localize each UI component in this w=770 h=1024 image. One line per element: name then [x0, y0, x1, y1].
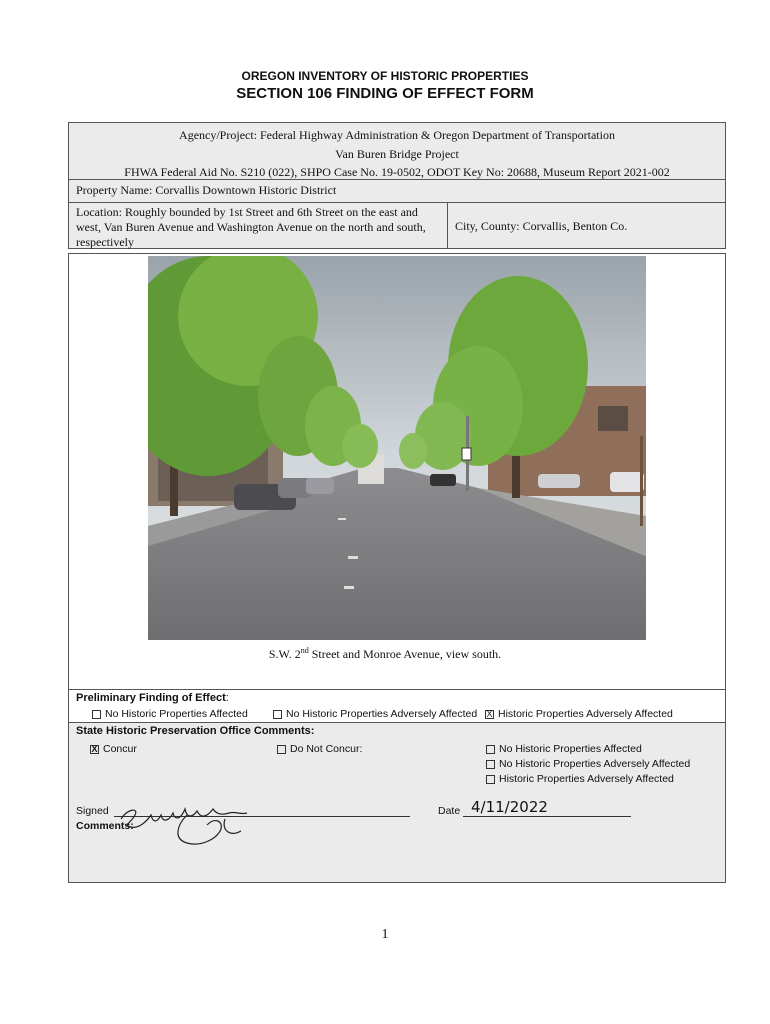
- checkbox-checked[interactable]: X: [91, 743, 98, 754]
- checkbox[interactable]: [92, 710, 101, 719]
- comments-label: Comments:: [76, 820, 134, 832]
- shpo-option-no-affected[interactable]: No Historic Properties Affected: [486, 743, 642, 755]
- agency-line: Agency/Project: Federal Highway Administration & Oregon Department of Transportation: [179, 128, 615, 142]
- checkbox[interactable]: [486, 745, 495, 754]
- project-line: Van Buren Bridge Project: [335, 146, 459, 161]
- prelim-option-no-affected[interactable]: No Historic Properties Affected: [92, 708, 248, 720]
- prelim-option-adversely[interactable]: X Historic Properties Adversely Affected: [486, 708, 673, 720]
- shpo-do-not-concur[interactable]: Do Not Concur:: [277, 743, 362, 755]
- signature-image: [117, 795, 257, 849]
- photo-caption: S.W. 2nd Street and Monroe Avenue, view south.: [268, 646, 502, 661]
- prelim-option-no-adversely[interactable]: No Historic Properties Adversely Affected: [273, 708, 477, 720]
- preliminary-finding-title: Preliminary Finding of Effect:: [76, 692, 229, 704]
- form-supertitle: OREGON INVENTORY OF HISTORIC PROPERTIES: [241, 69, 529, 83]
- form-title: SECTION 106 FINDING OF EFFECT FORM: [236, 85, 534, 102]
- page-number: 1: [381, 927, 389, 942]
- shpo-concur[interactable]: X Concur: [91, 743, 137, 755]
- checkbox[interactable]: [486, 760, 495, 769]
- agency-project-block: [68, 122, 726, 180]
- shpo-comments-section: [68, 722, 726, 883]
- preliminary-finding-section: [68, 689, 726, 723]
- street-photo: [148, 256, 646, 640]
- checkbox[interactable]: [486, 775, 495, 784]
- checkbox[interactable]: [277, 745, 286, 754]
- date-label: Date: [438, 805, 461, 817]
- date-value: 4/11/2022: [471, 798, 548, 816]
- location: Location: Roughly bounded by 1st Street and 6th Street on the east and west, Van Buren Avenue and Washington Avenue on the north and south, respectively: [68, 202, 448, 249]
- case-numbers-line: FHWA Federal Aid No. S210 (022), SHPO Case No. 19-0502, ODOT Key No: 20688, Museum Report 2021-002: [124, 165, 670, 179]
- date-line[interactable]: [463, 816, 631, 817]
- city-county: City, County: Corvallis, Benton Co.: [447, 202, 726, 249]
- signed-label: Signed: [76, 805, 109, 817]
- shpo-option-no-adversely[interactable]: No Historic Properties Adversely Affected: [486, 758, 690, 770]
- property-name: Property Name: Corvallis Downtown Historic District: [68, 179, 726, 203]
- checkbox[interactable]: [273, 710, 282, 719]
- shpo-option-adversely[interactable]: Historic Properties Adversely Affected: [486, 773, 674, 785]
- checkbox-checked[interactable]: X: [486, 708, 493, 719]
- shpo-title: State Historic Preservation Office Comments:: [76, 725, 315, 737]
